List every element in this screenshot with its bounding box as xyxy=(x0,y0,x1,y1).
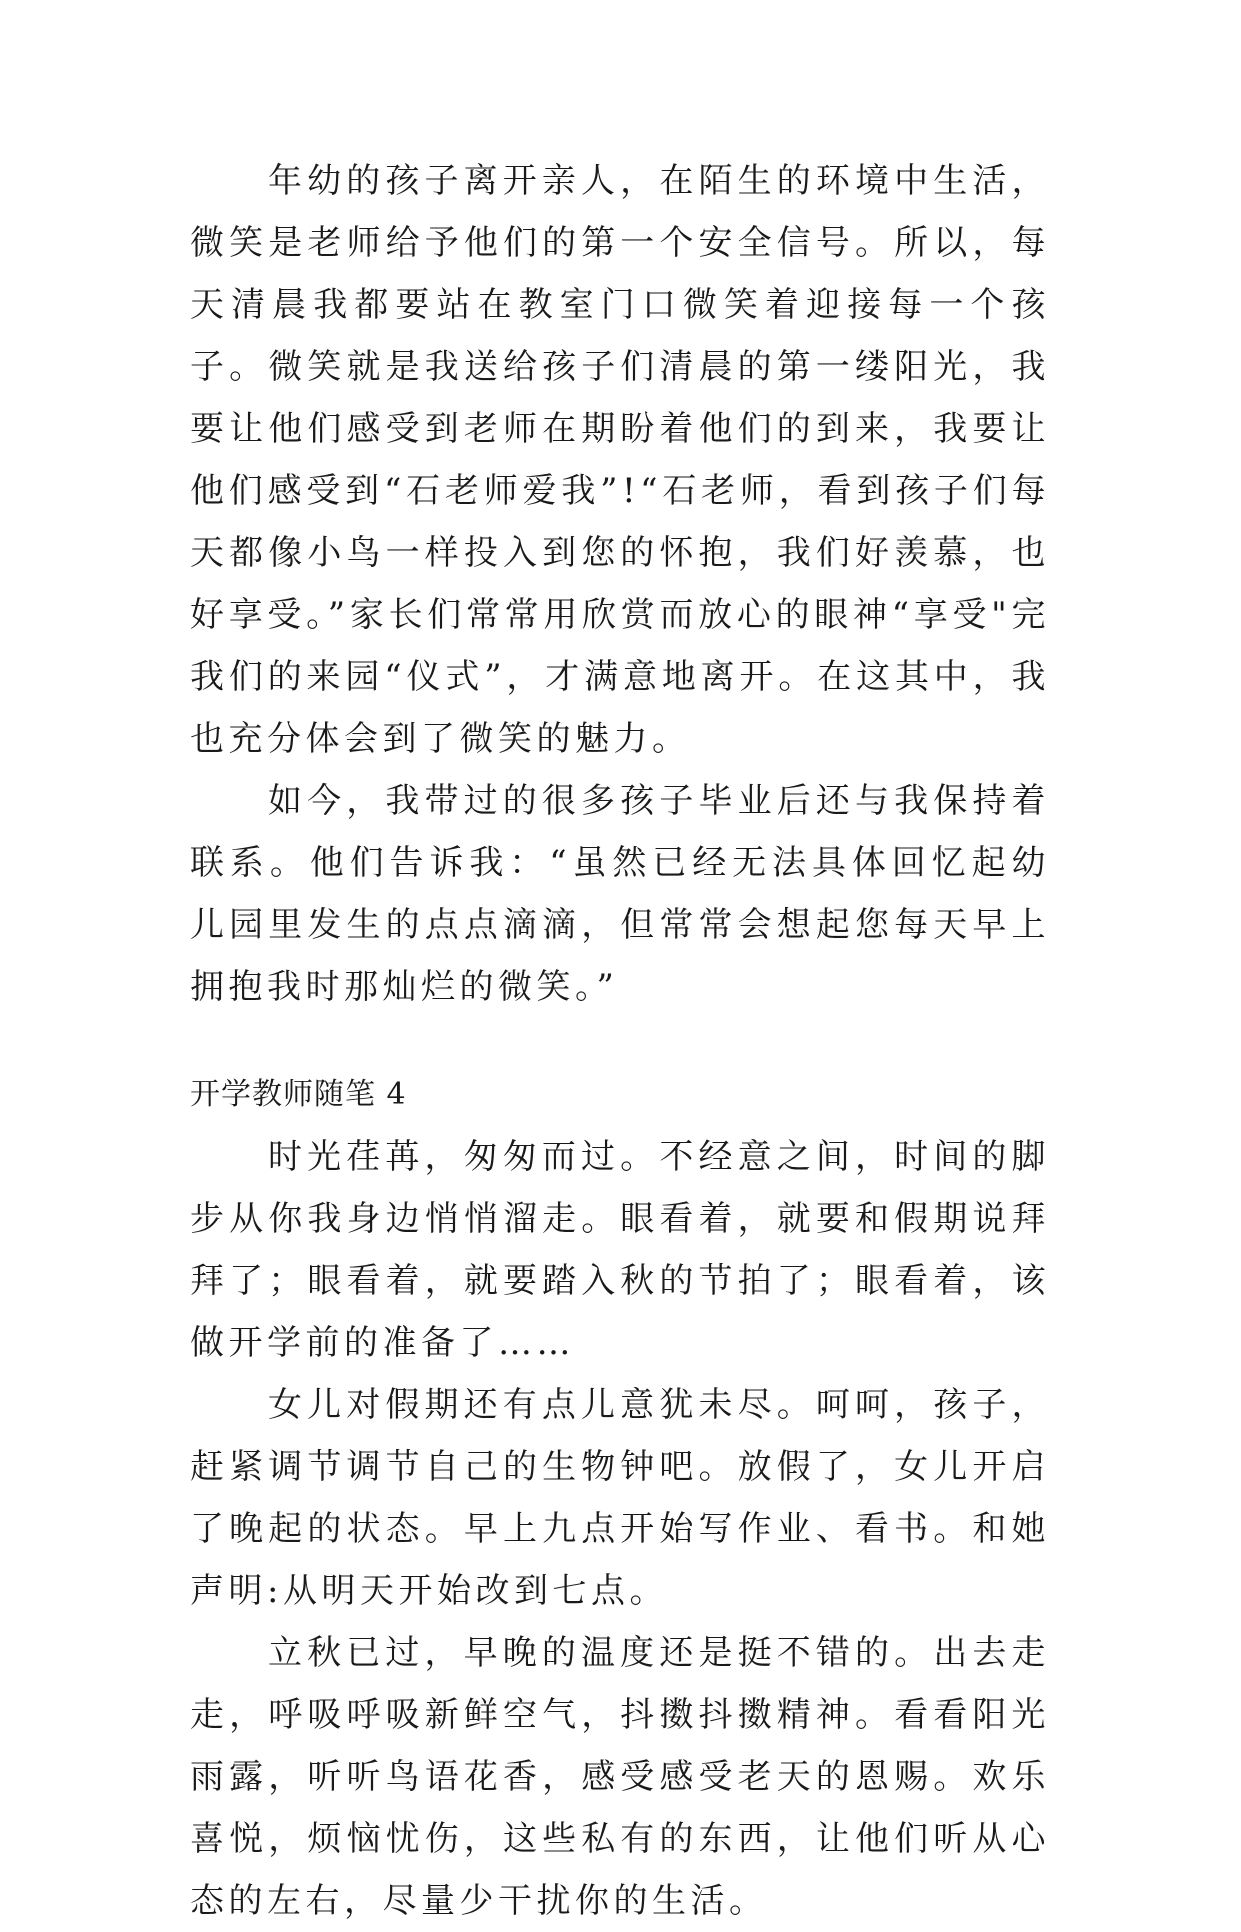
document-page xyxy=(190,150,1050,1932)
section-heading: 开学教师随笔 4 xyxy=(190,1077,407,1112)
paragraph-daughter: 女儿对假期还有点儿意犹未尽。呵呵，孩子，赶紧调节调节自己的生物钟吧。放假了，女儿开启了晚起的状态。早上九点开始写作业、看书。和她声明:从明天开始改到七点。 xyxy=(190,1385,1050,1611)
paragraph-smile: 年幼的孩子离开亲人，在陌生的环境中生活，微笑是老师给予他们的第一个安全信号。所以，每天清晨我都要站在教室门口微笑着迎接每一个孩子。微笑就是我送给孩子们清晨的第一缕阳光，我要让他们感受到老师在期盼着他们的到来，我要让他们感受到“石老师爱我”!“石老师，看到孩子们每天都像小鸟一样投入到您的怀抱，我们好羡慕，也好享受。”家长们常常用欣赏而放心的眼神“享受"完我们的来园“仪式”，才满意地离开。在这其中，我也充分体会到了微笑的魅力。 xyxy=(190,161,1050,759)
paragraph-autumn: 立秋已过，早晚的温度还是挺不错的。出去走走，呼吸呼吸新鲜空气，抖擞抖擞精神。看看阳光雨露，听听鸟语花香，感受感受老天的恩赐。欢乐喜悦，烦恼忧伤，这些私有的东西，让他们听从心态的左右，尽量少干扰你的生活。 xyxy=(190,1633,1050,1921)
paragraph-graduates: 如今，我带过的很多孩子毕业后还与我保持着联系。他们告诉我：“虽然已经无法具体回忆起幼儿园里发生的点点滴滴，但常常会想起您每天早上拥抱我时那灿烂的微笑。” xyxy=(190,781,1050,1007)
paragraph-time: 时光荏苒，匆匆而过。不经意之间，时间的脚步从你我身边悄悄溜走。眼看着，就要和假期说拜拜了；眼看着，就要踏入秋的节拍了；眼看着，该做开学前的准备了…… xyxy=(190,1137,1050,1363)
